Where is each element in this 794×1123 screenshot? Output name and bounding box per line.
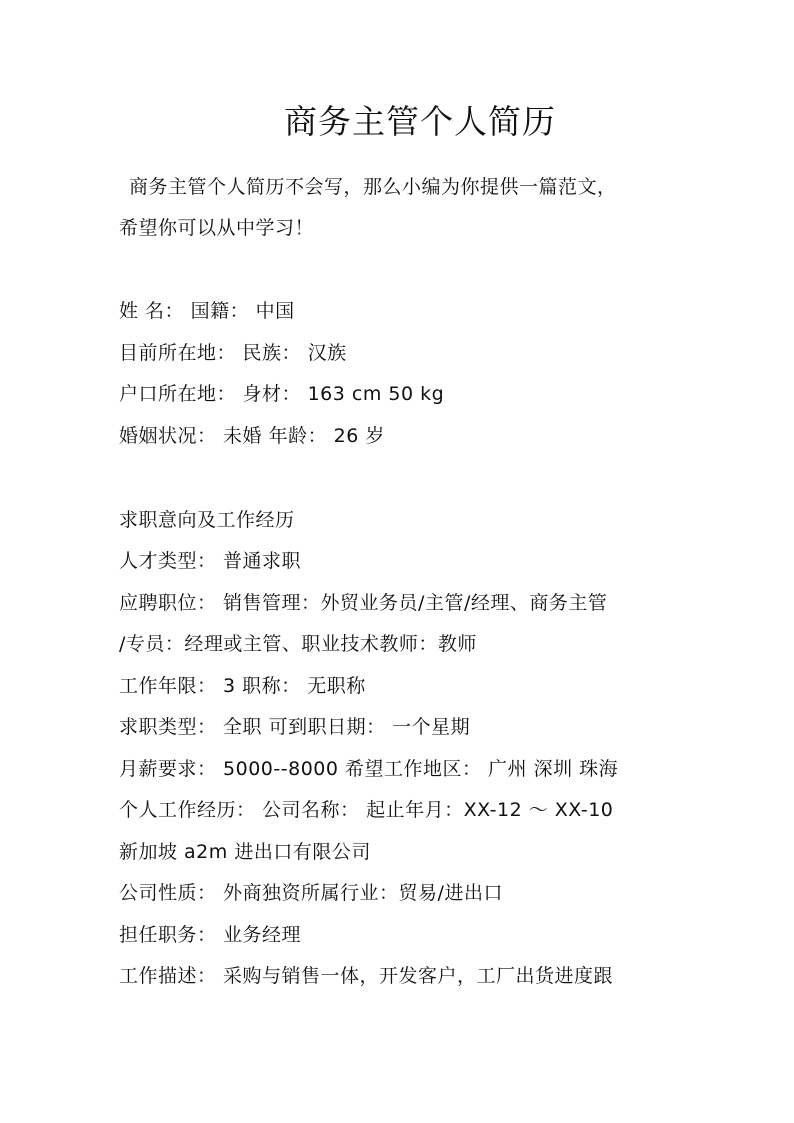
intro-line-2: 希望你可以从中学习！ <box>119 217 315 239</box>
page-title: 商务主管个人简历 <box>284 102 556 141</box>
detail-position-1: 应聘职位： 销售管理：外贸业务员/主管/经理、商务主管 <box>119 592 608 614</box>
info-location-ethnicity: 目前所在地： 民族： 汉族 <box>119 342 347 364</box>
intro-line-1: 商务主管个人简历不会写，那么小编为你提供一篇范文， <box>129 176 617 198</box>
section-heading: 求职意向及工作经历 <box>119 509 295 531</box>
detail-talent-type: 人才类型： 普通求职 <box>119 550 302 572</box>
detail-salary-area: 月薪要求： 5000--8000 希望工作地区： 广州 深圳 珠海 <box>119 758 619 780</box>
detail-work-history: 个人工作经历： 公司名称： 起止年月：XX-12 ～ XX-10 <box>119 799 614 821</box>
detail-job-role: 担任职务： 业务经理 <box>119 924 302 946</box>
detail-company-name: 新加坡 a2m 进出口有限公司 <box>119 841 371 863</box>
detail-job-type: 求职类型： 全职 可到职日期： 一个星期 <box>119 716 471 738</box>
detail-job-description: 工作描述： 采购与销售一体，开发客户，工厂出货进度跟 <box>119 965 614 987</box>
detail-position-2: /专员：经理或主管、职业技术教师：教师 <box>119 633 477 655</box>
info-name-nationality: 姓 名： 国籍： 中国 <box>119 300 295 322</box>
detail-years-title: 工作年限： 3 职称： 无职称 <box>119 675 366 697</box>
info-registry-body: 户口所在地： 身材： 163 cm 50 kg <box>119 383 445 405</box>
info-marital-age: 婚姻状况： 未婚 年龄： 26 岁 <box>119 425 385 447</box>
detail-company-nature: 公司性质： 外商独资所属行业：贸易/进出口 <box>119 882 503 904</box>
